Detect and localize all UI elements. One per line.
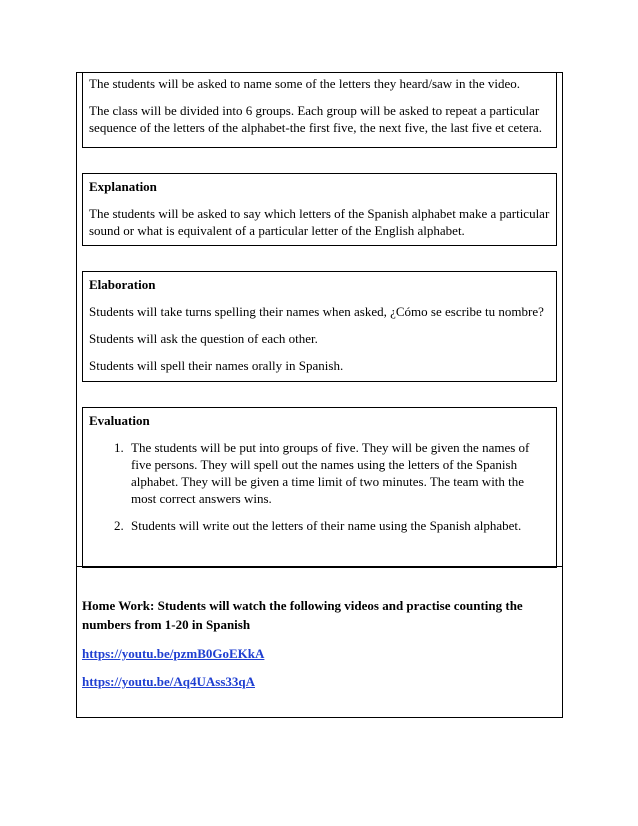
elaboration-item-3: Students will spell their names orally in Spanish. <box>89 358 344 373</box>
evaluation-item-2: 2. Students will write out the letters of their name using the Spanish alphabet. <box>127 517 550 534</box>
elaboration-item-1: Students will take turns spelling their names when asked, ¿Cómo se escribe tu nombre? <box>89 304 544 319</box>
intro-box <box>82 72 557 148</box>
explanation-heading: Explanation <box>89 179 157 194</box>
elaboration-item-2: Students will ask the question of each other. <box>89 331 318 346</box>
homework-link-1[interactable]: https://youtu.be/pzmB0GoEKkA <box>82 646 265 661</box>
elaboration-box <box>82 271 557 382</box>
explanation-box <box>82 173 557 246</box>
elaboration-heading: Elaboration <box>89 277 156 292</box>
homework-title: Home Work: Students will watch the following videos and practise counting the numbers from 1-20 in Spanish <box>82 598 523 632</box>
evaluation-item-1: 1. The students will be put into groups of five. They will be given the names of five persons. They will spell out the names using the letters of the Spanish alphabet. They will be given a time limit of two minutes. The team with the most correct answers wins. <box>127 439 550 507</box>
explanation-text: The students will be asked to say which letters of the Spanish alphabet make a particular sound or what is equivalent of a particular letter of the English alphabet. <box>89 206 550 238</box>
evaluation-box <box>82 407 557 568</box>
intro-line-2: The class will be divided into 6 groups. Each group will be asked to repeat a particular sequence of the letters of the alphabet-the first five, the next five, the last five et cetera. <box>89 103 542 135</box>
homework-link-2[interactable]: https://youtu.be/Aq4UAss33qA <box>82 674 256 689</box>
evaluation-list <box>89 439 550 534</box>
homework-section <box>82 596 557 690</box>
evaluation-heading: Evaluation <box>89 413 150 428</box>
intro-line-1: The students will be asked to name some of the letters they heard/saw in the video. <box>89 76 521 91</box>
